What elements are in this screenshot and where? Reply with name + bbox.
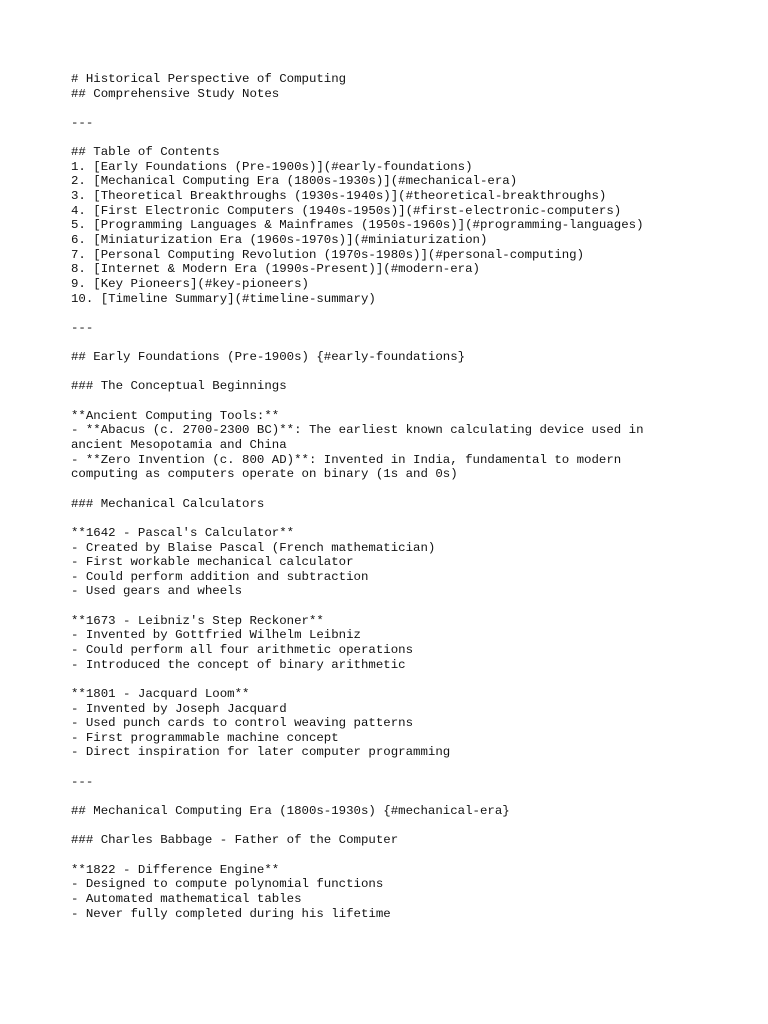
blank-line [71, 511, 751, 526]
bold-label: **1642 - Pascal's Calculator** [71, 525, 295, 540]
list-item-continuation: computing as computers operate on binary (1s and 0s) [71, 467, 458, 482]
list-item: - Invented by Joseph Jacquard [71, 701, 287, 716]
list-item: - Direct inspiration for later computer programming [71, 745, 451, 760]
toc-item: 1. [Early Foundations (Pre-1900s)](#early-foundations) [71, 159, 473, 174]
horizontal-rule: --- [71, 774, 94, 789]
blank-line [71, 336, 751, 351]
subsection-heading: ### Mechanical Calculators [71, 496, 265, 511]
blank-line [71, 101, 751, 116]
list-item: - Invented by Gottfried Wilhelm Leibniz [71, 628, 361, 643]
toc-item: 6. [Miniaturization Era (1960s-1970s)](#miniaturization) [71, 233, 488, 248]
horizontal-rule: --- [71, 320, 94, 335]
bold-label: **1822 - Difference Engine** [71, 862, 280, 877]
section-heading: ## Mechanical Computing Era (1800s-1930s) {#mechanical-era} [71, 804, 510, 819]
document-page [71, 72, 751, 921]
list-item: - Used punch cards to control weaving patterns [71, 716, 414, 731]
list-item: - Created by Blaise Pascal (French mathematician) [71, 540, 436, 555]
toc-item: 9. [Key Pioneers](#key-pioneers) [71, 276, 309, 291]
toc-item: 3. [Theoretical Breakthroughs (1930s-1940s)](#theoretical-breakthroughs) [71, 189, 607, 204]
blank-line [71, 365, 751, 380]
section-heading: ## Early Foundations (Pre-1900s) {#early-foundations} [71, 350, 466, 365]
blank-line [71, 760, 751, 775]
horizontal-rule: --- [71, 115, 94, 130]
subsection-heading: ### Charles Babbage - Father of the Computer [71, 833, 399, 848]
list-item: - Could perform all four arithmetic operations [71, 642, 414, 657]
blank-line [71, 599, 751, 614]
doc-subtitle: ## Comprehensive Study Notes [71, 86, 280, 101]
blank-line [71, 131, 751, 146]
blank-line [71, 306, 751, 321]
list-item: - First workable mechanical calculator [71, 555, 354, 570]
bold-label: **Ancient Computing Tools:** [71, 408, 280, 423]
bold-label: **1801 - Jacquard Loom** [71, 686, 250, 701]
blank-line [71, 789, 751, 804]
list-item-continuation: ancient Mesopotamia and China [71, 438, 287, 453]
toc-item: 8. [Internet & Modern Era (1990s-Present)](#modern-era) [71, 262, 480, 277]
list-item: - **Zero Invention (c. 800 AD)**: Invented in India, fundamental to modern [71, 452, 622, 467]
list-item: - **Abacus (c. 2700-2300 BC)**: The earliest known calculating device used in [71, 423, 644, 438]
list-item: - Introduced the concept of binary arithmetic [71, 657, 406, 672]
doc-title: # Historical Perspective of Computing [71, 72, 347, 86]
list-item: - Never fully completed during his lifetime [71, 906, 391, 921]
toc-item: 10. [Timeline Summary](#timeline-summary) [71, 291, 376, 306]
toc-heading: ## Table of Contents [71, 145, 220, 160]
subsection-heading: ### The Conceptual Beginnings [71, 379, 287, 394]
list-item: - First programmable machine concept [71, 730, 339, 745]
list-item: - Automated mathematical tables [71, 891, 302, 906]
blank-line [71, 394, 751, 409]
bold-label: **1673 - Leibniz's Step Reckoner** [71, 613, 324, 628]
toc-item: 2. [Mechanical Computing Era (1800s-1930s)](#mechanical-era) [71, 174, 518, 189]
blank-line [71, 672, 751, 687]
list-item: - Designed to compute polynomial functions [71, 877, 384, 892]
toc-item: 4. [First Electronic Computers (1940s-1950s)](#first-electronic-computers) [71, 203, 622, 218]
blank-line [71, 848, 751, 863]
toc-item: 5. [Programming Languages & Mainframes (1950s-1960s)](#programming-languages) [71, 218, 644, 233]
list-item: - Used gears and wheels [71, 584, 243, 599]
toc-item: 7. [Personal Computing Revolution (1970s-1980s)](#personal-computing) [71, 247, 585, 262]
blank-line [71, 482, 751, 497]
blank-line [71, 819, 751, 834]
list-item: - Could perform addition and subtraction [71, 569, 369, 584]
